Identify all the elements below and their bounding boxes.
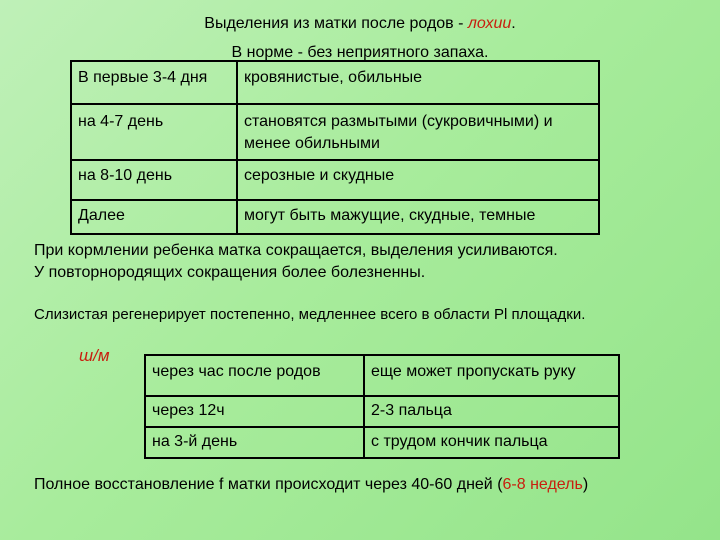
- title-prefix: Выделения из матки после родов -: [204, 15, 468, 32]
- lochia-table: [70, 60, 600, 235]
- multiparous-text: У повторнородящих сокращения более болезненны.: [34, 264, 426, 281]
- title-suffix: .: [511, 15, 516, 32]
- slide-title-line1: [0, 14, 720, 33]
- description-cell: становятся размытыми (сукровичными) и менее обильными: [237, 104, 599, 160]
- period-cell: на 4-7 день: [71, 104, 237, 160]
- state-cell: 2-3 пальца: [364, 396, 619, 427]
- table-row: [145, 396, 619, 427]
- table-row: [145, 427, 619, 458]
- state-cell: еще может пропускать руку: [364, 355, 619, 396]
- table-row: [71, 160, 599, 200]
- cervix-table: [144, 354, 620, 459]
- description-cell: могут быть мажущие, скудные, темные: [237, 200, 599, 234]
- period-cell: В первые 3-4 дня: [71, 61, 237, 104]
- slide-title-line2: В норме - без неприятного запаха.: [231, 44, 489, 61]
- table-row: [145, 355, 619, 396]
- feeding-text: При кормлении ребенка матка сокращается, выделения усиливаются.: [34, 242, 558, 259]
- description-cell: кровянистые, обильные: [237, 61, 599, 104]
- period-cell: на 8-10 день: [71, 160, 237, 200]
- table-row: [71, 200, 599, 234]
- description-cell: серозные и скудные: [237, 160, 599, 200]
- cervix-label: ш/м: [79, 346, 110, 365]
- period-cell: Далее: [71, 200, 237, 234]
- recovery-prefix: Полное восстановление f матки происходит через 40-60 дней (: [34, 476, 503, 493]
- lochia-term: лохии: [467, 15, 512, 32]
- recovery-weeks: 6-8 недель: [502, 476, 583, 493]
- time-cell: на 3-й день: [145, 427, 364, 458]
- time-cell: через 12ч: [145, 396, 364, 427]
- table-row: [71, 61, 599, 104]
- table-row: [71, 104, 599, 160]
- recovery-text: [34, 474, 588, 495]
- mucosa-text: Слизистая регенерирует постепенно, медленнее всего в области Pl площадки.: [34, 306, 586, 323]
- time-cell: через час после родов: [145, 355, 364, 396]
- state-cell: с трудом кончик пальца: [364, 427, 619, 458]
- recovery-suffix: ): [582, 476, 589, 493]
